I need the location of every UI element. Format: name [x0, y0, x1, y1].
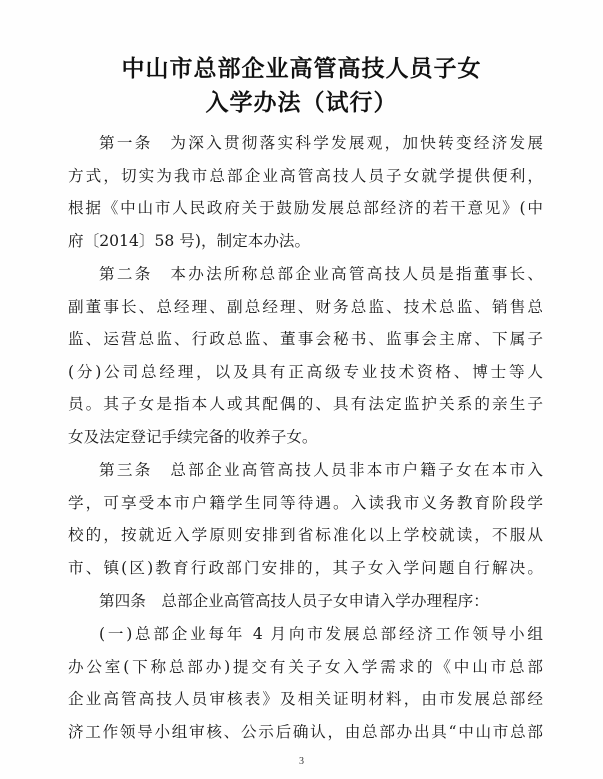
- text-line: 济工作领导小组审核、公示后确认，由总部办出具“中山市总部: [68, 722, 543, 741]
- text-line: 方式，切实为我市总部企业高管高技人员子女就学提供便利，: [68, 166, 543, 185]
- text-line: 府〔2014〕58 号)，制定本办法。: [68, 231, 311, 250]
- document-title-line-1: 中山市总部企业高管高技人员子女: [121, 55, 482, 82]
- page-number: 3: [299, 756, 304, 767]
- document-title-line-2: 入学办法（试行）: [205, 89, 398, 116]
- text-line: 学，可享受本市户籍学生同等待遇。入读我市义务教育阶段学: [68, 493, 543, 512]
- text-line: 员。其子女是指本人或其配偶的、具有法定监护关系的亲生子: [68, 395, 543, 414]
- text-line: (一)总部企业每年 4 月向市发展总部经济工作领导小组: [99, 625, 543, 643]
- text-line: 第一条 为深入贯彻落实科学发展观，加快转变经济发展: [99, 134, 543, 152]
- text-line: 校的，按就近入学原则安排到省标准化以上学校就读，不服从: [68, 526, 543, 545]
- text-line: 企业高管高技人员审核表》及相关证明材料，由市发展总部经: [68, 690, 543, 709]
- article-2-paragraph: [68, 258, 543, 454]
- text-line: 女及法定登记手续完备的收养子女。: [68, 427, 318, 446]
- text-line: 根据《中山市人民政府关于鼓励发展总部经济的若干意见》(中: [68, 199, 543, 218]
- text-line: 第三条 总部企业高管高技人员非本市户籍子女在本市入: [99, 461, 543, 479]
- text-line: 监、运营总监、行政总监、董事会秘书、监事会主席、下属子: [68, 330, 543, 349]
- text-line: (分)公司总经理，以及具有正高级专业技术资格、博士等人: [68, 362, 543, 381]
- text-line: 办公室(下称总部办)提交有关子女入学需求的《中山市总部: [68, 657, 543, 676]
- clause-1-paragraph: [68, 618, 543, 748]
- text-line: 副董事长、总经理、副总经理、财务总监、技术总监、销售总: [68, 297, 543, 316]
- article-4-paragraph: [68, 585, 543, 618]
- text-line: 第四条 总部企业高管高技人员子女申请入学办理程序：: [99, 592, 489, 610]
- article-3-paragraph: [68, 454, 543, 584]
- text-line: 第二条 本办法所称总部企业高管高技人员是指董事长、: [99, 265, 543, 283]
- text-line: 市、镇(区)教育行政部门安排的，其子女入学问题自行解决。: [68, 558, 543, 577]
- article-1-paragraph: [68, 127, 543, 257]
